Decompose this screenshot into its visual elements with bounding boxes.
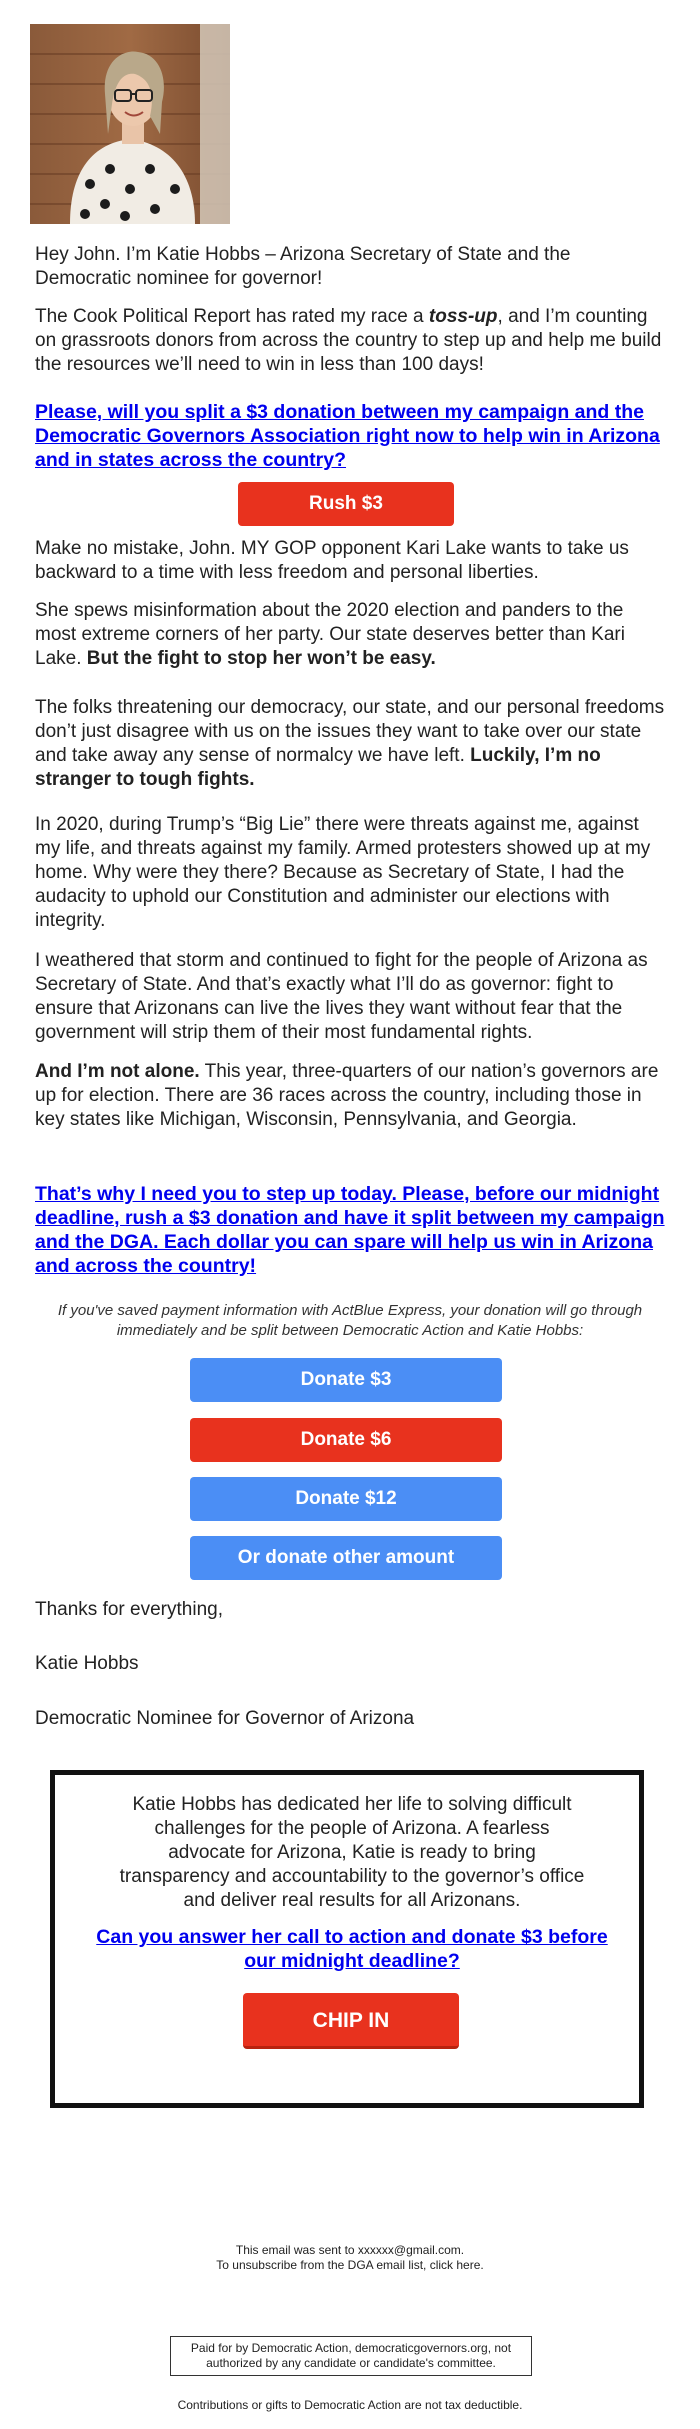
greeting-paragraph: Hey John. I’m Katie Hobbs – Arizona Secretary of State and the Democratic nominee for governor! — [35, 244, 571, 289]
candidate-photo — [30, 24, 230, 224]
footer-tax-note: Contributions or gifts to Democratic Action are not tax deductible. — [177, 2398, 523, 2412]
gop-opponent-paragraph: Make no mistake, John. MY GOP opponent Kari Lake wants to take us backward to a time with less freedom and personal liberties. — [35, 538, 629, 583]
tough-fights-bold: Luckily, I’m no stranger to tough fights. — [35, 745, 601, 790]
candidate-photo-image — [30, 24, 230, 224]
actblue-disclaimer: If you've saved payment information with ActBlue Express, your donation will go through immediately and be split between Democratic Action and Katie Hobbs: — [57, 1302, 643, 1339]
toss-up-emphasis: toss-up — [428, 306, 498, 327]
cook-report-text-start: The Cook Political Report has rated my race a — [35, 306, 429, 327]
paid-for-text: Paid for by Democratic Action, democraticgovernors.org, not authorized by any candidate or candidate's committee. — [190, 2341, 512, 2370]
bio-callout-box — [50, 1770, 644, 2108]
cook-report-text-end: , and I’m counting on grassroots donors from across the country to step up and help me build the resources we’ll need to win in less than 100 days! — [35, 306, 662, 375]
footer-sent-to: This email was sent to xxxxxx@gmail.com. — [235, 2243, 465, 2257]
paid-for-box — [170, 2336, 532, 2376]
misinformation-text: She spews misinformation about the 2020 election and panders to the most extreme corners of her party. Our state deserves better than Kari Lake. — [35, 600, 625, 669]
step-up-today-link[interactable]: That’s why I need you to step up today. Please, before our midnight deadline, rush a $3 donation and have it split between my campaign and the DGA. Each dollar you can spare will help us win in Arizona and across the country! — [35, 1183, 665, 1277]
signature-name: Katie Hobbs — [35, 1653, 139, 1674]
not-alone-paragraph — [35, 1060, 665, 1132]
donate-6-button[interactable]: Donate $6 — [190, 1418, 502, 1462]
answer-call-link[interactable]: Can you answer her call to action and donate $3 before our midnight deadline? — [96, 1926, 608, 1972]
signature-title: Democratic Nominee for Governor of Arizona — [35, 1708, 415, 1729]
thanks-line: Thanks for everything, — [35, 1599, 223, 1620]
weathered-storm-paragraph: I weathered that storm and continued to fight for the people of Arizona as Secretary of State. And that’s exactly what I’ll do as governor: fight to ensure that Arizonans can live the lives they want without fear that the government will strip them of their most fundamental rights. — [35, 950, 648, 1043]
fight-wont-be-easy-bold: But the fight to stop her won’t be easy. — [86, 648, 436, 669]
rush-3-button[interactable]: Rush $3 — [238, 482, 454, 526]
bio-text: Katie Hobbs has dedicated her life to solving difficult challenges for the people of Arizona. A fearless advocate for Arizona, Katie is ready to bring transparency and accountability to the governor’s office and deliver real results for all Arizonans. — [119, 1794, 585, 1911]
cook-report-paragraph — [35, 305, 665, 377]
threatening-democracy-paragraph — [35, 696, 665, 792]
donate-other-amount-button[interactable]: Or donate other amount — [190, 1536, 502, 1580]
big-lie-paragraph: In 2020, during Trump’s “Big Lie” there were threats against me, against my life, and threats against my family. Armed protesters showed up at my home. Why were they there? Because as Secretary of State, I had the audacity to uphold our Constitution and administer our elections with integrity. — [35, 814, 651, 931]
donate-3-button[interactable]: Donate $3 — [190, 1358, 502, 1402]
donate-12-button[interactable]: Donate $12 — [190, 1477, 502, 1521]
not-alone-bold: And I’m not alone. — [35, 1061, 200, 1082]
footer-unsubscribe[interactable]: To unsubscribe from the DGA email list, click here. — [216, 2258, 484, 2272]
not-alone-text: This year, three-quarters of our nation’s governors are up for election. There are 36 races across the country, including those in key states like Michigan, Wisconsin, Pennsylvania, and Georgia. — [35, 1061, 659, 1130]
misinformation-paragraph — [35, 599, 665, 671]
threatening-democracy-text: The folks threatening our democracy, our state, and our personal freedoms don’t just disagree with us on the issues they want to take over our state and take away any sense of normalcy we have left. — [35, 697, 665, 766]
chip-in-button[interactable]: CHIP IN — [243, 1993, 459, 2049]
split-donation-link[interactable]: Please, will you split a $3 donation between my campaign and the Democratic Governors Association right now to help win in Arizona and in states across the country? — [35, 401, 660, 471]
